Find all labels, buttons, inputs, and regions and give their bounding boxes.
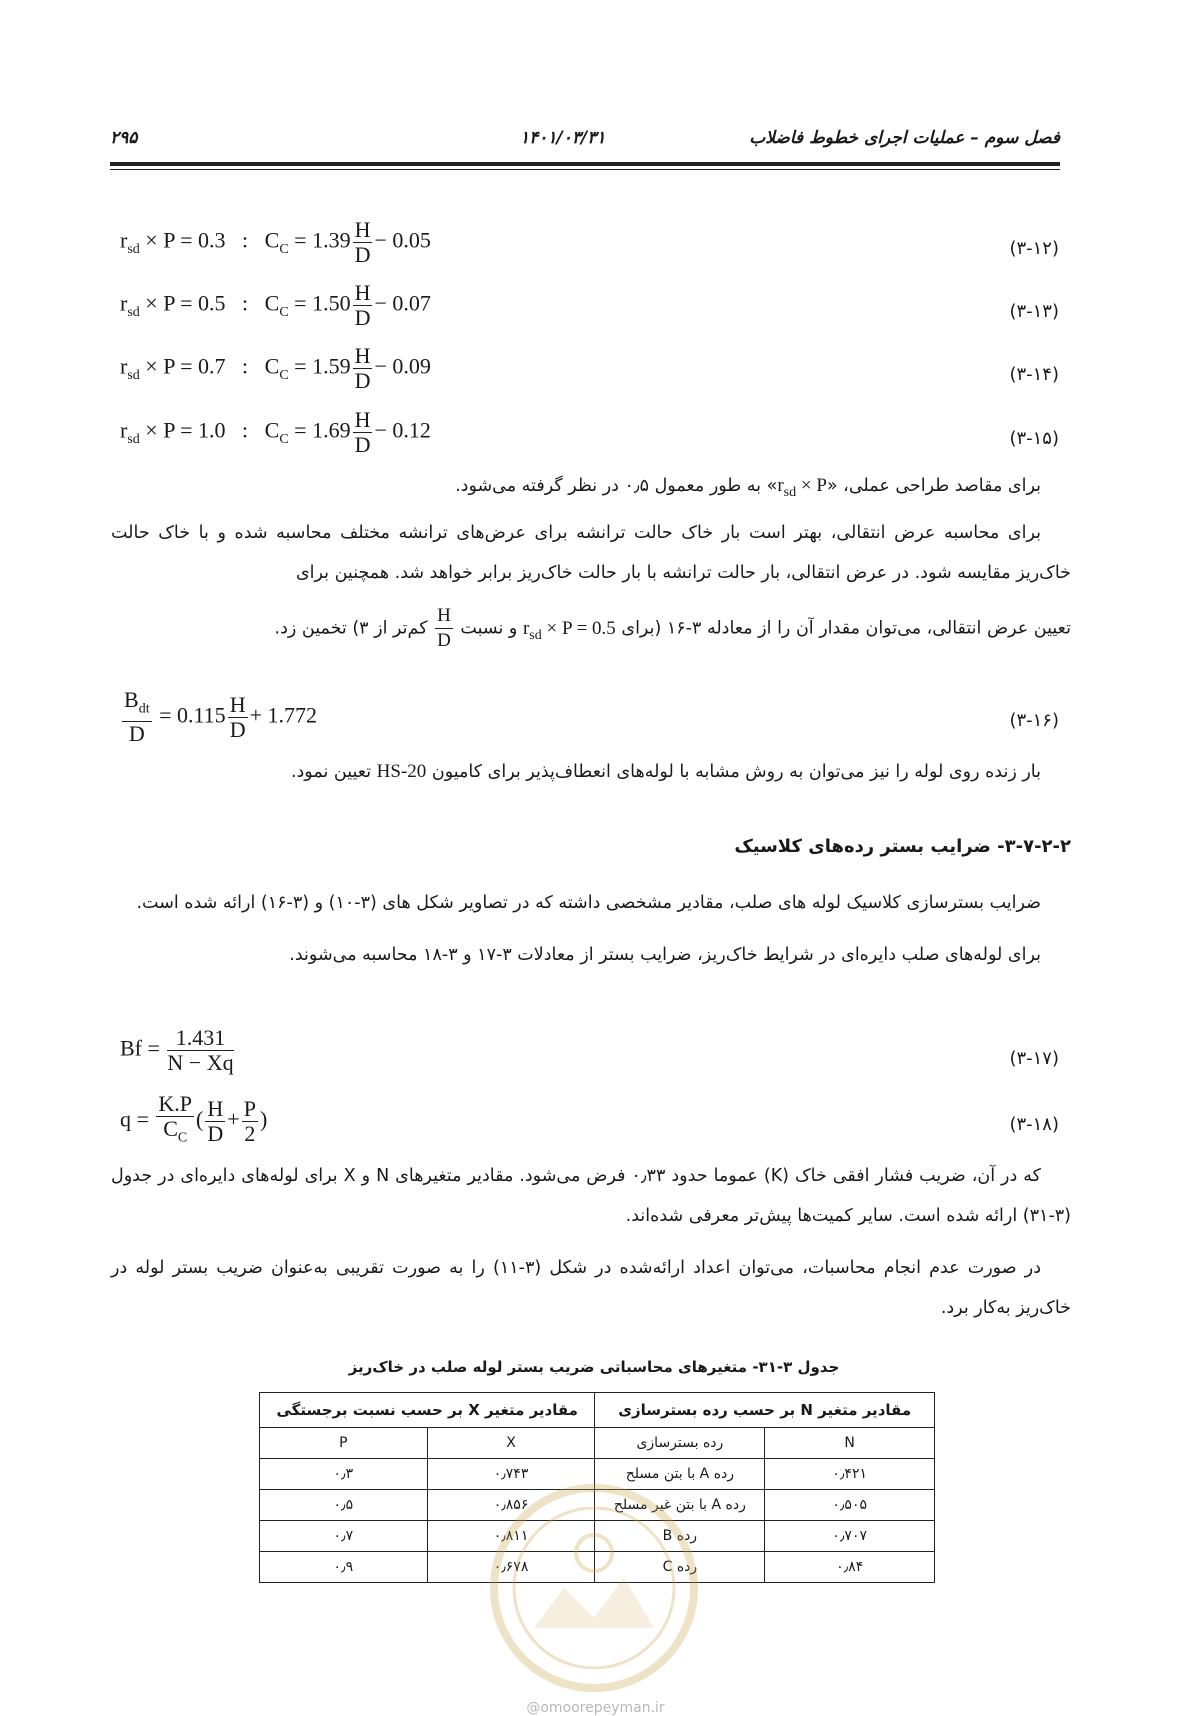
paragraph-soil-pressure: که در آن، ضریب فشار افقی خاک (K) عموما حدود ۰٫۳۳ فرض می‌شود. مقادیر متغیرهای N و X برای لوله‌های دایره‌ای در جدول (۳-۳۱) ارائه شده است. سایر کمیت‌ها پیش‌تر معرفی شده‌اند. (111, 1166, 1071, 1226)
header-date: ۱۴۰۱/۰۳/۳۱ (520, 128, 606, 148)
cell-p: ۰٫۳ (260, 1459, 428, 1490)
paragraph-rigid-pipes: برای لوله‌های صلب دایره‌ای در شرایط خاک‌ریز، ضرایب بستر از معادلات ۳-۱۷ و ۳-۱۸ محاسبه می‌شوند. (289, 945, 1041, 965)
table-header-n: N (765, 1428, 935, 1459)
paragraph-classic-bedding: ضرایب بسترسازی کلاسیک لوله های صلب، مقادیر مشخصی داشته که در تصاویر شکل های (۳-۱۰) و (۳-۱۶) ارائه شده است. (136, 893, 1041, 913)
equation-12: $r_{sd} \times P = 0.3$ : $C_C = 1.39$ $\frac{H}{D}$ − 0.05 (120, 217, 431, 267)
paragraph-transition-width: برای محاسبه عرض انتقالی، بهتر است بار خاک حالت ترانشه برای عرض‌های ترانشه مختلف محاسبه شده و با خاک حالت خاک‌ریز مقایسه شود. در عرض انتقالی، بار حالت ترانشه با بار حالت خاک‌ریز برابر خواهد شد. همچنین برای (111, 522, 1071, 583)
cell-p: ۰٫۵ (260, 1490, 428, 1521)
paragraph-practical-design: برای مقاصد طراحی عملی، «$r_{sd} \times P$» به طور معمول ۰٫۵ در نظر گرفته می‌شود. (455, 475, 1041, 500)
table-group-header-n: مقادیر متغیر N بر حسب رده بسترسازی (595, 1393, 935, 1428)
cell-n: ۰٫۵۰۵ (765, 1490, 935, 1521)
cell-n: ۰٫۴۲۱ (765, 1459, 935, 1490)
equation-number-15: (۳-۱۵) (1009, 428, 1059, 449)
cell-class: رده A با بتن غیر مسلح (595, 1490, 765, 1521)
cell-p: ۰٫۹ (260, 1552, 428, 1583)
cell-x: ۰٫۷۴۳ (427, 1459, 595, 1490)
equation-18: q = $\frac{K.P}{C_C}$ ( $\frac{H}{D}$ + $\frac{P}{2}$ ) (120, 1091, 268, 1146)
cell-class: رده C (595, 1552, 765, 1583)
table-header-class: رده بسترسازی (595, 1428, 765, 1459)
cell-n: ۰٫۸۴ (765, 1552, 935, 1583)
equation-number-16: (۳-۱۶) (1009, 710, 1059, 731)
equation-number-13: (۳-۱۳) (1009, 301, 1059, 322)
header-rule-thin (110, 169, 1060, 170)
paragraph-block-3 (111, 1156, 1071, 1328)
equation-13: $r_{sd} \times P = 0.5$ : $C_C = 1.50$ $\frac{H}{D}$ − 0.07 (120, 280, 431, 330)
cell-x: ۰٫۸۵۶ (427, 1490, 595, 1521)
cell-class: رده B (595, 1521, 765, 1552)
table-header-p: P (260, 1428, 428, 1459)
equation-15: $r_{sd} \times P = 1.0$ : $C_C = 1.69$ $\frac{H}{D}$ − 0.12 (120, 407, 431, 457)
section-title: ۳-۷-۲-۲- ضرایب بستر رده‌های کلاسیک (734, 836, 1071, 857)
table-caption: جدول ۳-۳۱- متغیرهای محاسباتی ضریب بستر لوله صلب در خاک‌ریز (348, 1358, 840, 1376)
page-number: ۲۹۵ (110, 128, 138, 148)
table-header-x: X (427, 1428, 595, 1459)
cell-class: رده A با بتن مسلح (595, 1459, 765, 1490)
equation-number-18: (۳-۱۸) (1009, 1114, 1059, 1135)
paragraph-block-2 (111, 883, 1071, 975)
paragraph-approximate: در صورت عدم انجام محاسبات، می‌توان اعداد ارائه‌شده در شکل (۳-۱۱) را به صورت تقریبی به‌عنوان ضریب بستر لوله در خاک‌ریز به‌کار برد. (111, 1258, 1071, 1318)
cell-x: ۰٫۸۱۱ (427, 1521, 595, 1552)
equation-17: Bf = $\frac{1.431}{N - Xq}$ (120, 1025, 234, 1075)
chapter-title: فصل سوم – عملیات اجرای خطوط فاضلاب (749, 128, 1060, 148)
watermark-site: @omoorepeyman.ir (526, 1700, 665, 1716)
equation-16: $\frac{B_{dt}}{D}$ = 0.115 $\frac{H}{D}$ + 1.772 (124, 687, 317, 747)
paragraph-block-1 (111, 466, 1071, 593)
paragraph-live-load: بار زنده روی لوله را نیز می‌توان به روش مشابه با لوله‌های انعطاف‌پذیر برای کامیون HS-20 تعیین نمود. (290, 761, 1041, 782)
cell-x: ۰٫۶۷۸ (427, 1552, 595, 1583)
equation-number-17: (۳-۱۷) (1009, 1048, 1059, 1069)
watermark-seal-icon (484, 1478, 704, 1698)
equation-number-12: (۳-۱۲) (1009, 238, 1059, 259)
table-group-header-x: مقادیر متغیر X بر حسب نسبت برجستگی (260, 1393, 595, 1428)
equation-number-14: (۳-۱۴) (1009, 364, 1059, 385)
cell-p: ۰٫۷ (260, 1521, 428, 1552)
cell-n: ۰٫۷۰۷ (765, 1521, 935, 1552)
header-rule-thick (110, 162, 1060, 166)
equation-14: $r_{sd} \times P = 0.7$ : $C_C = 1.59$ $\frac{H}{D}$ − 0.09 (120, 343, 431, 393)
paragraph-transition-estimate: تعیین عرض انتقالی، می‌توان مقدار آن را از معادله ۳-۱۶ (برای $r_{sd} \times P = 0.5$ و نسبت $\frac{H}{D}$ کم‌تر از ۳) تخمین زد. (274, 605, 1071, 651)
